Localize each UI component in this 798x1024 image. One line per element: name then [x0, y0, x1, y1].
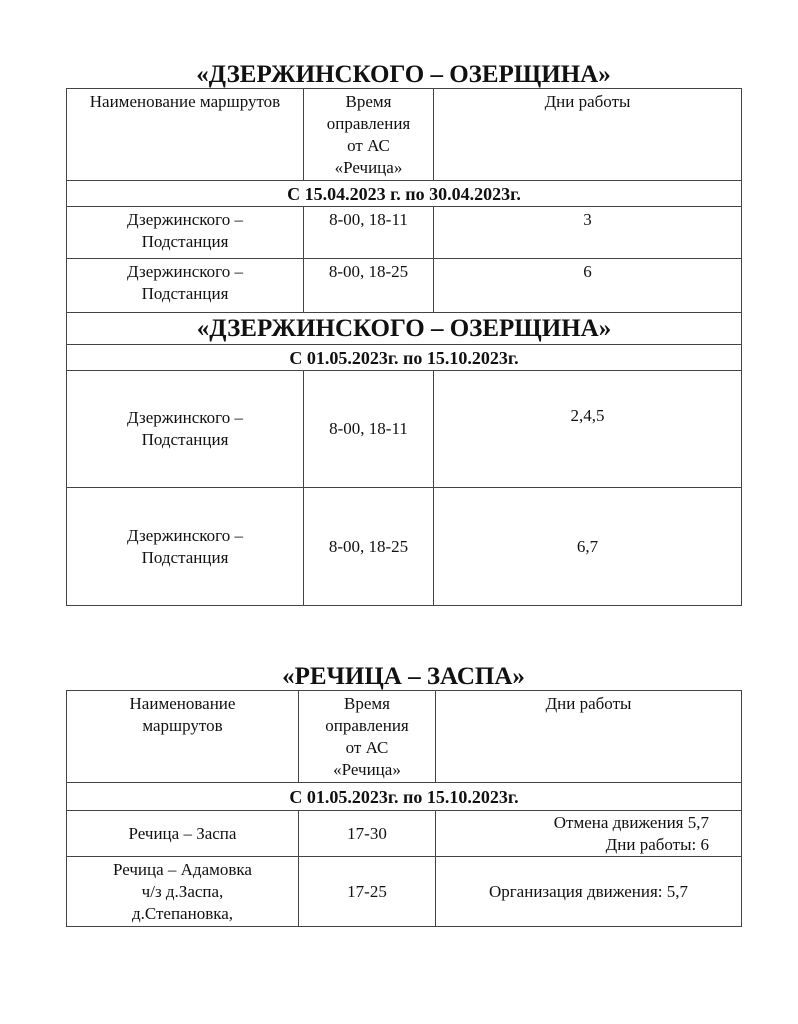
route-cell: Дзержинского – Подстанция	[67, 488, 304, 606]
schedule-table-1	[66, 88, 742, 606]
header-days: Дни работы	[436, 691, 742, 783]
route-cell: Дзержинского – Подстанция	[67, 207, 304, 259]
table-header-row	[67, 691, 742, 783]
table-row	[67, 488, 742, 606]
schedule-table-2	[66, 690, 742, 927]
table-row	[67, 371, 742, 488]
header-route: Наименование маршрутов	[67, 89, 304, 181]
days-cell: Организация движения: 5,7	[436, 857, 742, 927]
route-cell: Дзержинского – Подстанция	[67, 259, 304, 313]
time-cell: 17-30	[299, 811, 436, 857]
table-header-row	[67, 89, 742, 181]
section1-title: «ДЗЕРЖИНСКОГО – ОЗЕРЩИНА»	[196, 61, 611, 88]
section2-title: «РЕЧИЦА – ЗАСПА»	[282, 663, 525, 690]
header-days: Дни работы	[434, 89, 742, 181]
period-row	[67, 783, 742, 811]
table-row	[67, 259, 742, 313]
period-label: С 01.05.2023г. по 15.10.2023г.	[67, 345, 742, 371]
period-row	[67, 181, 742, 207]
header-route: Наименование маршрутов	[67, 691, 299, 783]
subtitle-row	[67, 313, 742, 345]
days-cell: 2,4,5	[434, 371, 742, 488]
time-cell: 17-25	[299, 857, 436, 927]
days-cell: Отмена движения 5,7 Дни работы: 6	[436, 811, 742, 857]
time-cell: 8-00, 18-25	[304, 488, 434, 606]
table-row	[67, 811, 742, 857]
time-cell: 8-00, 18-11	[304, 371, 434, 488]
time-cell: 8-00, 18-11	[304, 207, 434, 259]
days-cell: 6,7	[434, 488, 742, 606]
route-cell: Речица – Адамовка ч/з д.Заспа, д.Степановка,	[67, 857, 299, 927]
route-cell: Речица – Заспа	[67, 811, 299, 857]
header-time: Время оправления от АС «Речица»	[304, 89, 434, 181]
route-cell: Дзержинского – Подстанция	[67, 371, 304, 488]
table-row	[67, 207, 742, 259]
days-cell: 3	[434, 207, 742, 259]
table-row	[67, 857, 742, 927]
period-label: С 15.04.2023 г. по 30.04.2023г.	[67, 181, 742, 207]
days-cell: 6	[434, 259, 742, 313]
period-row	[67, 345, 742, 371]
period-label: С 01.05.2023г. по 15.10.2023г.	[67, 783, 742, 811]
time-cell: 8-00, 18-25	[304, 259, 434, 313]
header-time: Время оправления от АС «Речица»	[299, 691, 436, 783]
section1-subtitle: «ДЗЕРЖИНСКОГО – ОЗЕРЩИНА»	[67, 313, 742, 345]
